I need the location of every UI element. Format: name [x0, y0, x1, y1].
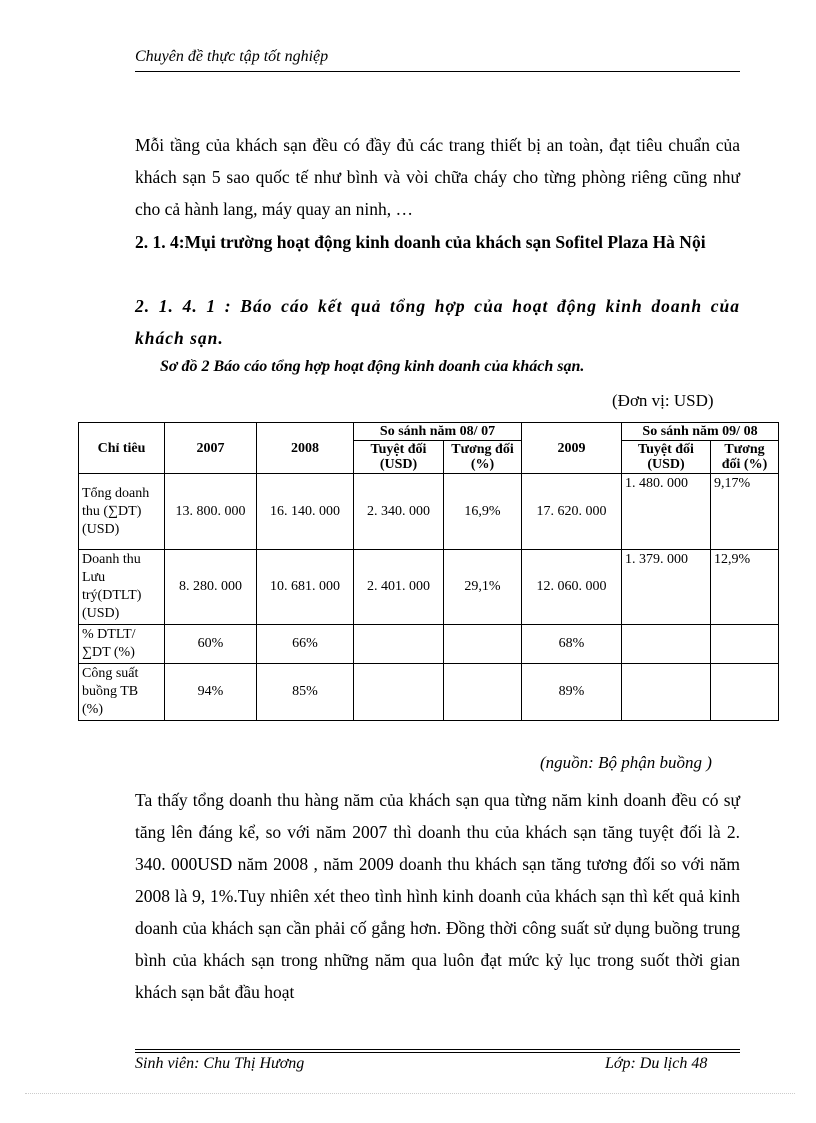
subheader-absolute-2: Tuyệt đối (USD) [622, 441, 711, 474]
header-2008: 2008 [257, 423, 354, 474]
cell-2009: 68% [522, 625, 622, 664]
header-compare-09-08: So sánh năm 09/ 08 [622, 423, 779, 441]
cell-rel-08-07: 29,1% [444, 550, 522, 625]
subheader-relative: Tương đối (%) [444, 441, 522, 474]
subheader-relative-2: Tương đối (%) [711, 441, 779, 474]
header-2007: 2007 [165, 423, 257, 474]
page-edge [25, 1093, 795, 1094]
cell-2007: 94% [165, 664, 257, 721]
subsection-heading-report: 2. 1. 4. 1 : Báo cáo kết quả tổng hợp của hoạt động kinh doanh của khách sạn. [135, 296, 740, 348]
cell-abs-08-07 [354, 664, 444, 721]
cell-abs-08-07 [354, 625, 444, 664]
header-indicator: Chỉ tiêu [79, 423, 165, 474]
row-label: Công suất buồng TB (%) [79, 664, 165, 721]
cell-2008: 66% [257, 625, 354, 664]
header-2009: 2009 [522, 423, 622, 474]
cell-abs-09-08: 1. 480. 000 [622, 474, 711, 550]
row-label: Doanh thu Lưu trý(DTLT) (USD) [79, 550, 165, 625]
business-report-table [78, 422, 779, 721]
cell-abs-09-08 [622, 625, 711, 664]
cell-2007: 60% [165, 625, 257, 664]
row-label: Tổng doanh thu (∑DT) (USD) [79, 474, 165, 550]
unit-label: (Đơn vị: USD) [612, 391, 714, 410]
table-row [79, 664, 779, 721]
cell-2009: 17. 620. 000 [522, 474, 622, 550]
cell-abs-09-08 [622, 664, 711, 721]
paragraph-analysis: Ta thấy tổng doanh thu hàng năm của khách sạn qua từng năm kinh doanh đều có sự tăng lên đáng kể, so với năm 2007 thì doanh thu của khách sạn tăng tuyệt đối là 2. 340. 000USD năm 2008 , năm 2009 doanh thu khách sạn tăng tương đối so với năm 2008 là 9, 1%.Tuy nhiên xét theo tình hình kinh doanh của khách sạn thì kết quả kinh doanh của khách sạn cần phải cố gắng hơn. Đồng thời công suất sử dụng buồng trung bình của khách sạn trong những năm qua luôn đạt mức kỷ lục trong suốt thời gian khách sạn bắt đầu hoạt [135, 790, 740, 1002]
section-heading-environment: 2. 1. 4:Mụi trường hoạt động kinh doanh của khách sạn Sofitel Plaza Hà Nội [135, 232, 706, 252]
footer-divider [135, 1049, 740, 1050]
cell-rel-08-07 [444, 664, 522, 721]
cell-abs-08-07: 2. 401. 000 [354, 550, 444, 625]
cell-abs-09-08: 1. 379. 000 [622, 550, 711, 625]
cell-abs-08-07: 2. 340. 000 [354, 474, 444, 550]
cell-2008: 10. 681. 000 [257, 550, 354, 625]
table-row [79, 550, 779, 625]
table-caption: Sơ đồ 2 Báo cáo tổng hợp hoạt động kinh doanh của khách sạn. [160, 358, 585, 375]
header-divider [135, 71, 740, 72]
cell-rel-09-08: 12,9% [711, 550, 779, 625]
cell-2007: 8. 280. 000 [165, 550, 257, 625]
cell-rel-09-08 [711, 664, 779, 721]
header-compare-08-07: So sánh năm 08/ 07 [354, 423, 522, 441]
subheader-absolute: Tuyệt đối (USD) [354, 441, 444, 474]
cell-rel-09-08 [711, 625, 779, 664]
row-label: % DTLT/ ∑DT (%) [79, 625, 165, 664]
cell-rel-08-07 [444, 625, 522, 664]
cell-2008: 85% [257, 664, 354, 721]
cell-2008: 16. 140. 000 [257, 474, 354, 550]
footer-student: Sinh viên: Chu Thị Hương [135, 1055, 305, 1072]
cell-2007: 13. 800. 000 [165, 474, 257, 550]
cell-2009: 12. 060. 000 [522, 550, 622, 625]
cell-2009: 89% [522, 664, 622, 721]
table-row [79, 474, 779, 550]
cell-rel-08-07: 16,9% [444, 474, 522, 550]
table-row [79, 625, 779, 664]
footer-class: Lớp: Du lịch 48 [605, 1055, 708, 1072]
paragraph-safety: Mỗi tầng của khách sạn đều có đầy đủ các trang thiết bị an toàn, đạt tiêu chuẩn của khách sạn 5 sao quốc tế như bình và vòi chữa cháy cho từng phòng riêng cũng như cho cả hành lang, máy quay an ninh, … [135, 135, 740, 219]
cell-rel-09-08: 9,17% [711, 474, 779, 550]
page-header-title: Chuyên đề thực tập tốt nghiệp [135, 48, 329, 65]
table-source: (nguồn: Bộ phận buồng ) [540, 753, 712, 772]
footer-divider-double [135, 1052, 740, 1053]
